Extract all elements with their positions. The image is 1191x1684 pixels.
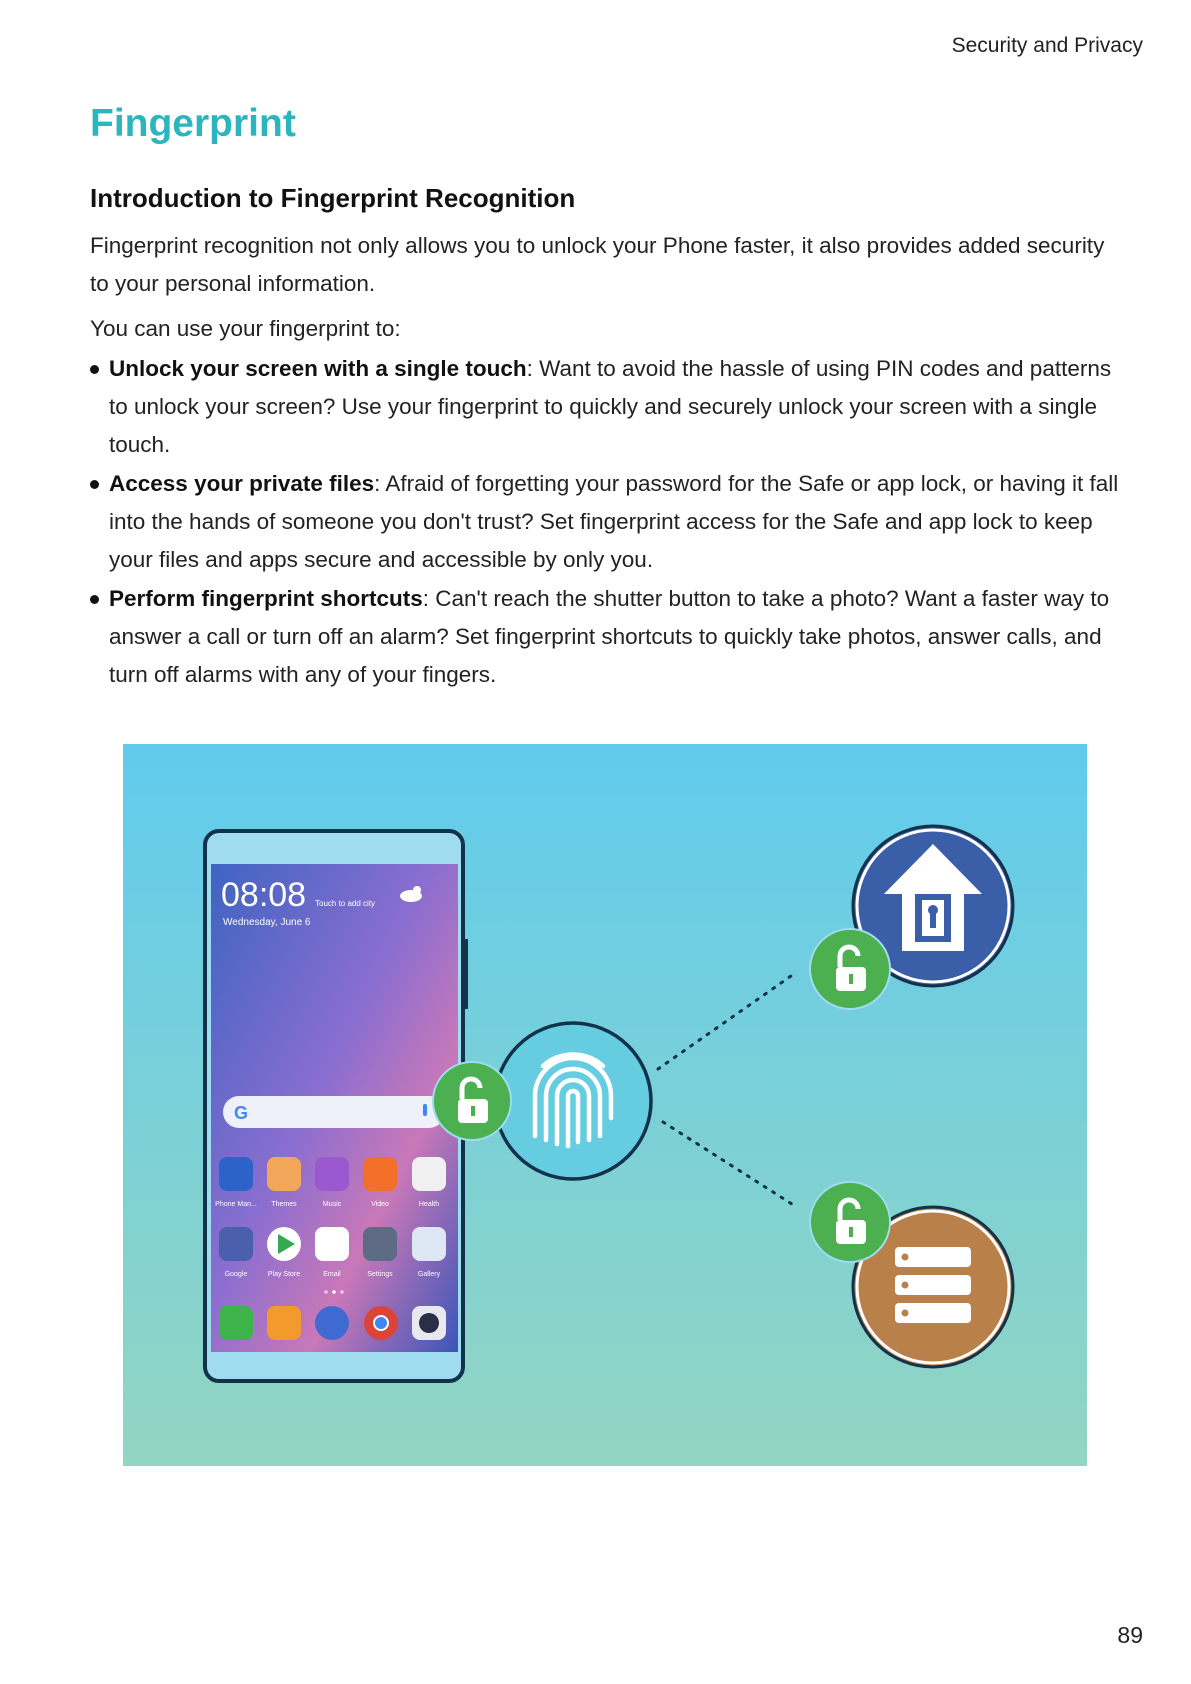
- unlock-icon: [810, 1182, 890, 1262]
- bullet-icon: [90, 595, 99, 604]
- list-item: [90, 465, 1120, 579]
- phone-mockup: [205, 831, 468, 1381]
- app-label: Video: [371, 1201, 389, 1208]
- svg-text:G: G: [234, 1103, 249, 1123]
- intro-paragraph: Fingerprint recognition not only allows you to unlock your Phone faster, it also provides added security to your personal information.: [90, 233, 1105, 296]
- google-search-bar: [223, 1096, 445, 1128]
- app-label: Settings: [367, 1271, 393, 1278]
- page-number: 89: [1117, 1622, 1143, 1648]
- bullet-text: : Afraid of forgetting your password for the Safe or app lock, or having it fall into the hands of someone you don't trust? Set fingerprint access for the Safe and app lock to keep your files and apps secure and accessible by only you.: [109, 471, 1119, 572]
- unlock-icon: [433, 1062, 511, 1140]
- unlock-icon: [810, 929, 890, 1009]
- bullet-icon: [90, 365, 99, 374]
- connector-line: [658, 976, 791, 1069]
- lead-paragraph: You can use your fingerprint to:: [90, 316, 401, 341]
- app-label: Play Store: [267, 1271, 301, 1278]
- fingerprint-icon: [495, 1023, 651, 1179]
- app-label: Phone Man...: [215, 1201, 257, 1208]
- app-label: Themes: [271, 1201, 297, 1208]
- bullet-text: : Can't reach the shutter button to take a photo? Want a faster way to answer a call or turn off an alarm? Set fingerprint shortcuts to quickly take photos, answer calls, and turn off alarms with any of your fingers.: [109, 586, 1110, 687]
- feature-list: [90, 350, 1120, 695]
- list-item: [90, 580, 1120, 694]
- app-label: Gallery: [417, 1271, 441, 1278]
- phone-date: Wednesday, June 6: [223, 917, 311, 928]
- bullet-heading: Perform fingerprint shortcuts: [109, 586, 423, 611]
- list-item: [90, 350, 1120, 464]
- app-label: Email: [323, 1271, 341, 1278]
- app-label: Health: [418, 1201, 440, 1208]
- phone-weather-hint: Touch to add city: [315, 899, 376, 908]
- bullet-heading: Unlock your screen with a single touch: [109, 356, 527, 381]
- bullet-icon: [90, 480, 99, 489]
- connector-line: [663, 1122, 795, 1206]
- section-subtitle: Introduction to Fingerprint Recognition: [90, 183, 576, 213]
- page-title: Fingerprint: [90, 102, 296, 145]
- bullet-text: : Want to avoid the hassle of using PIN codes and patterns to unlock your screen? Use your fingerprint to quickly and securely unlock your screen with a single touch.: [109, 356, 1112, 457]
- fingerprint-illustration: [123, 744, 1087, 1466]
- page-header-section: Security and Privacy: [951, 34, 1143, 57]
- app-label: Music: [322, 1201, 342, 1208]
- phone-time: 08:08: [221, 876, 307, 914]
- page-dots: [324, 1290, 344, 1294]
- bullet-heading: Access your private files: [109, 471, 375, 496]
- app-label: Google: [224, 1271, 248, 1278]
